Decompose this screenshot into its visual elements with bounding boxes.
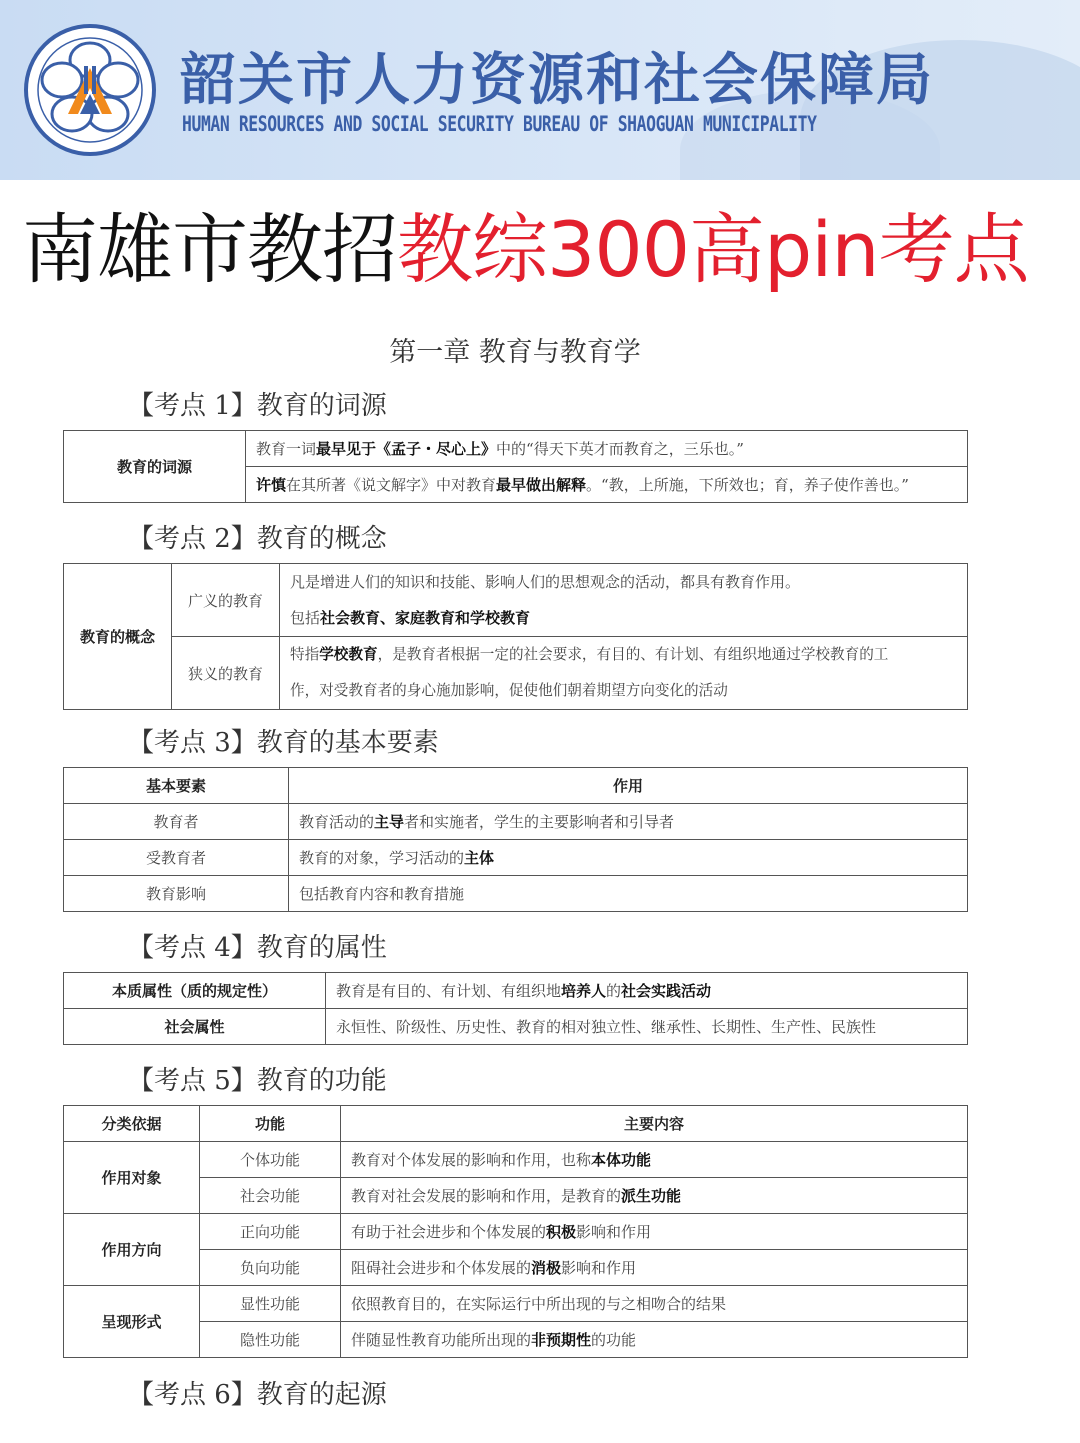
organization-name-en: HUMAN RESOURCES AND SOCIAL SECURITY BUREAU OF SHAOGUAN MUNICIPALITY: [182, 112, 817, 136]
kp5-cell: 有助于社会进步和个体发展的积极影响和作用: [341, 1214, 968, 1250]
kp2-broad-label: 广义的教育: [172, 564, 280, 637]
kp1-heading: 【考点 1】教育的词源: [128, 391, 387, 421]
table-row: [64, 1009, 968, 1045]
kp5-cell: 显性功能: [200, 1286, 341, 1322]
table-row: [64, 1178, 968, 1214]
kp5-cell: 个体功能: [200, 1142, 341, 1178]
kp5-group: 作用对象: [64, 1142, 200, 1214]
kp6-heading: 【考点 6】教育的起源: [128, 1380, 387, 1410]
kp4-cell: 本质属性（质的规定性）: [64, 973, 326, 1009]
bureau-emblem-icon: [22, 22, 158, 158]
chapter-heading: 第一章 教育与教育学: [389, 337, 641, 368]
table-row: [64, 1286, 968, 1322]
table-row: [64, 973, 968, 1009]
table-row: [64, 564, 968, 637]
kp5-col-header: 分类依据: [64, 1106, 200, 1142]
table-row: [64, 840, 968, 876]
kp1-table: [63, 430, 968, 503]
table-row: [64, 1214, 968, 1250]
kp3-cell: 教育活动的主导者和实施者，学生的主要影响者和引导者: [289, 804, 968, 840]
kp3-cell: 教育的对象，学习活动的主体: [289, 840, 968, 876]
kp2-broad-content: 凡是增进人们的知识和技能、影响人们的思想观念的活动，都具有教育作用。 包括社会教育、家庭教育和学校教育: [280, 564, 968, 637]
header-banner: [0, 0, 1080, 180]
kp2-narrow-label: 狭义的教育: [172, 637, 280, 710]
table-row: [64, 1142, 968, 1178]
kp3-table: [63, 767, 968, 912]
kp5-heading: 【考点 5】教育的功能: [128, 1066, 387, 1096]
kp5-col-header: 功能: [200, 1106, 341, 1142]
kp5-cell: 伴随显性教育功能所出现的非预期性的功能: [341, 1322, 968, 1358]
kp2-heading: 【考点 2】教育的概念: [128, 524, 387, 554]
kp5-cell: 依照教育目的，在实际运行中所出现的与之相吻合的结果: [341, 1286, 968, 1322]
kp3-cell: 受教育者: [64, 840, 289, 876]
kp3-cell: 包括教育内容和教育措施: [289, 876, 968, 912]
kp5-table: [63, 1105, 968, 1358]
kp1-line1: 教育一词最早见于《孟子・尽心上》中的“得天下英才而教育之，三乐也。”: [246, 431, 968, 467]
kp4-cell: 教育是有目的、有计划、有组织地培养人的社会实践活动: [326, 973, 968, 1009]
kp4-table: [63, 972, 968, 1045]
table-row: [64, 1322, 968, 1358]
kp5-group: 作用方向: [64, 1214, 200, 1286]
page-title-red: 教综300高pin考点: [397, 205, 1029, 294]
kp5-cell: 社会功能: [200, 1178, 341, 1214]
table-row: [64, 431, 968, 467]
table-row: [64, 1250, 968, 1286]
kp5-cell: 教育对社会发展的影响和作用，是教育的派生功能: [341, 1178, 968, 1214]
kp4-heading: 【考点 4】教育的属性: [128, 933, 387, 963]
kp4-cell: 社会属性: [64, 1009, 326, 1045]
kp5-group: 呈现形式: [64, 1286, 200, 1358]
kp2-narrow-content: 特指学校教育，是教育者根据一定的社会要求，有目的、有计划、有组织地通过学校教育的工 作，对受教育者的身心施加影响，促使他们朝着期望方向变化的活动: [280, 637, 968, 710]
kp3-cell: 教育影响: [64, 876, 289, 912]
kp5-cell: 教育对个体发展的影响和作用，也称本体功能: [341, 1142, 968, 1178]
kp2-table: [63, 563, 968, 710]
page-title: [22, 200, 1029, 300]
organization-name-cn: 韶关市人力资源和社会保障局: [180, 48, 934, 113]
page-title-black: 南雄市教招: [22, 205, 397, 294]
kp5-col-header: 主要内容: [341, 1106, 968, 1142]
kp5-cell: 隐性功能: [200, 1322, 341, 1358]
kp5-cell: 阻碍社会进步和个体发展的消极影响和作用: [341, 1250, 968, 1286]
kp4-cell: 永恒性、阶级性、历史性、教育的相对独立性、继承性、长期性、生产性、民族性: [326, 1009, 968, 1045]
kp2-label: 教育的概念: [64, 564, 172, 710]
kp3-col-header: 作用: [289, 768, 968, 804]
kp3-heading: 【考点 3】教育的基本要素: [128, 728, 439, 758]
table-row: [64, 876, 968, 912]
table-row: [64, 768, 968, 804]
table-row: [64, 804, 968, 840]
kp3-col-header: 基本要素: [64, 768, 289, 804]
table-row: [64, 637, 968, 710]
kp1-label: 教育的词源: [64, 431, 246, 503]
kp1-line2: 许慎在其所著《说文解字》中对教育最早做出解释。“教，上所施，下所效也；育，养子使作善也。”: [246, 467, 968, 503]
kp5-cell: 负向功能: [200, 1250, 341, 1286]
kp5-cell: 正向功能: [200, 1214, 341, 1250]
kp3-cell: 教育者: [64, 804, 289, 840]
table-row: [64, 1106, 968, 1142]
